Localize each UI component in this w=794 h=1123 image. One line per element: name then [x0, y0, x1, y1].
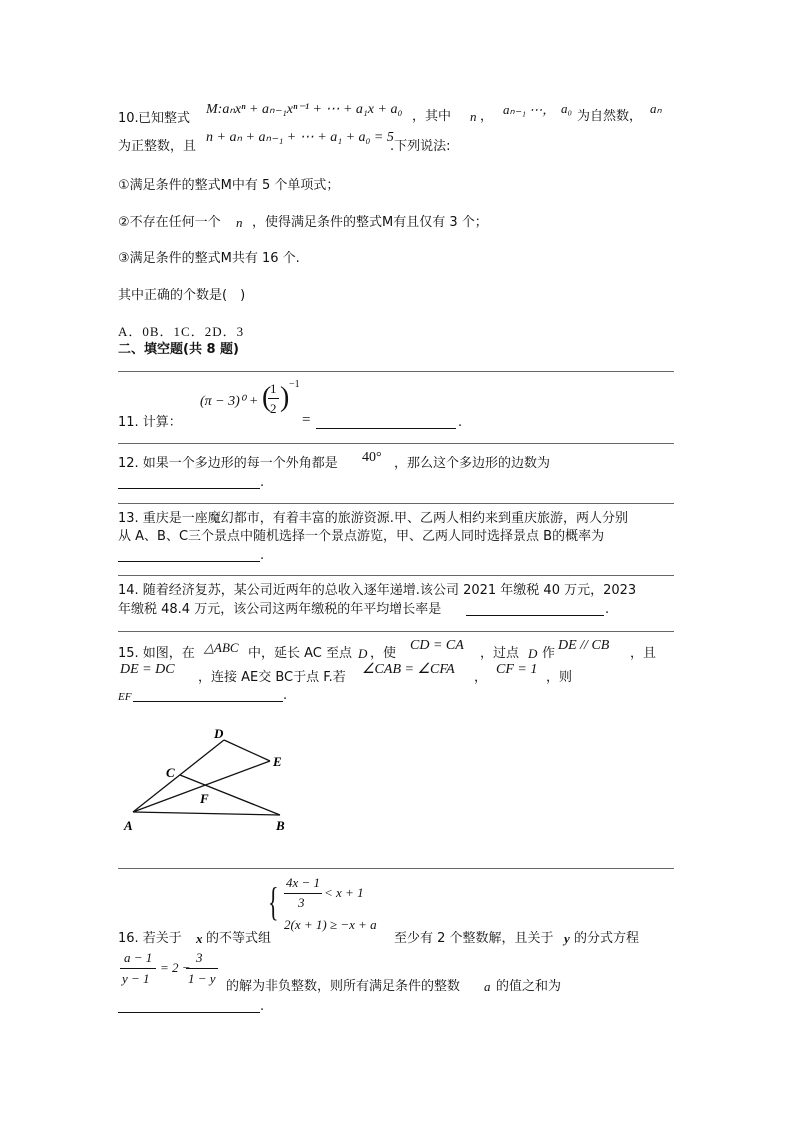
q12-text2: ，那么这个多边形的边数为 — [394, 456, 551, 471]
q15-d2: D — [528, 646, 538, 661]
q16-eq-num2: 3 — [196, 950, 203, 965]
q16-sys2: 2(x + 1) ≥ −x + a — [284, 917, 377, 932]
q15-eq1: CD = CA — [410, 638, 464, 653]
q10-number: 10. — [118, 111, 139, 126]
label-a: A — [124, 818, 133, 833]
q10-n: n — [470, 109, 477, 124]
q11-label: 11. 计算： — [118, 415, 182, 430]
q15-a: 15. 如图，在 — [118, 646, 195, 661]
q14-answer-blank[interactable] — [466, 615, 604, 616]
q11-equals: = — [302, 412, 311, 428]
q15-e: 作 — [542, 646, 556, 661]
q13-end: . — [260, 548, 265, 563]
q16-post: 至少有 2 个整数解，且关于 — [394, 931, 554, 946]
q10-natural: 为自然数， — [577, 109, 643, 124]
q10-an: aₙ — [650, 101, 662, 116]
q10-statement-2n: n — [236, 215, 243, 230]
q13-line1: 13. 重庆是一座魔幻都市，有着丰富的旅游资源.甲、乙两人相约来到重庆旅游，两人分别 — [118, 511, 628, 526]
q10-statement-2a: ②不存在任何一个 — [118, 215, 221, 230]
q12-answer-blank[interactable] — [118, 488, 260, 489]
q14-line2: 年缴税 48.4 万元，该公司这两年缴税的年平均增长率是 — [118, 602, 442, 617]
q10-statement-1: ①满足条件的整式M中有 5 个单项式； — [118, 178, 340, 193]
q15-d: D — [358, 646, 368, 661]
q13-line2: 从 A、B、C三个景点中随机选择一个景点游览，甲、乙两人同时选择景点 B的概率为 — [118, 529, 605, 544]
q11-answer-blank[interactable] — [316, 428, 456, 429]
q14-line1: 14. 随着经济复苏，某公司近两年的总收入逐年递增.该公司 2021 年缴税 40 万元，2023 — [118, 583, 637, 598]
segment-cb — [180, 775, 280, 815]
q11-end: . — [458, 415, 463, 430]
q16-eq-bar2 — [186, 968, 218, 969]
q15-ef: EF — [118, 691, 132, 703]
q11-expr: (π − 3)⁰ + — [200, 394, 259, 409]
q10-comma: ， — [480, 109, 494, 124]
divider — [118, 868, 674, 869]
q10-question: 其中正确的个数是( ) — [118, 288, 246, 303]
q14-end: . — [605, 602, 610, 617]
section-heading: 二、填空题(共 8 题) — [118, 342, 239, 357]
q12-end: . — [260, 475, 265, 490]
q12-text: 12. 如果一个多边形的每一个外角都是 — [118, 456, 338, 471]
divider — [118, 443, 674, 444]
q15-end: . — [283, 688, 288, 703]
q15-triangle: △ABC — [204, 640, 239, 655]
q16-eq-den: y − 1 — [122, 971, 150, 986]
q10-positive: 为正整数，且 — [118, 139, 197, 154]
q15-cf: CF = 1 — [496, 662, 538, 677]
q16-sys1-num: 4x − 1 — [286, 875, 321, 890]
segment-ad — [133, 740, 224, 812]
q16-pre: 16. 若关于 — [118, 931, 182, 946]
q13-answer-blank[interactable] — [118, 561, 260, 562]
q16-a: a — [484, 979, 491, 994]
q15-eq2: DE = DC — [120, 662, 175, 677]
q16-eq-den2: 1 − y — [188, 971, 216, 986]
q11-paren-right: ) — [280, 382, 290, 413]
q12-angle: 40° — [362, 450, 382, 465]
q16-eq-bar — [120, 968, 156, 969]
divider — [118, 371, 674, 372]
label-f: F — [200, 791, 209, 806]
q10-seq: aₙ₋₁ ⋯， — [503, 102, 556, 117]
q10-options: A．0B．1C．2D．3 — [118, 324, 245, 339]
q15-angle: ∠CAB = ∠CFA — [362, 662, 455, 677]
q15-b: 中，延长 AC 至点 — [248, 646, 353, 661]
q11-frac-den: 2 — [270, 401, 277, 416]
label-e: E — [273, 754, 282, 769]
q11-exponent: −1 — [289, 379, 300, 390]
q16-x: x — [196, 931, 203, 946]
q15-i: ，则 — [546, 670, 573, 685]
q10-following: .下列说法: — [390, 139, 451, 154]
q16-brace: { — [268, 879, 279, 924]
segment-ab — [133, 812, 280, 815]
q16-y: y — [564, 931, 570, 946]
q16-eq-num: a − 1 — [124, 950, 153, 965]
q16-tail: 的解为非负整数，则所有满足条件的整数 — [226, 979, 461, 994]
q16-post2: 的分式方程 — [574, 931, 640, 946]
q16-tail2: 的值之和为 — [496, 979, 562, 994]
q16-eq-mid: = 2 − — [160, 960, 191, 975]
q15-f: ，且 — [630, 646, 657, 661]
q15-h: ， — [474, 670, 488, 685]
q15-g: ，连接 AE交 BC于点 F.若 — [198, 670, 346, 685]
q10-condition: n + aₙ + aₙ₋₁ + ⋯ + a₁ + a₀ = 5 — [206, 130, 394, 145]
q11-paren-left: ( — [262, 382, 272, 413]
q11-frac-num: 1 — [270, 381, 277, 396]
q10-statement-3: ③满足条件的整式M共有 16 个. — [118, 251, 300, 266]
q16-mid: 的不等式组 — [206, 931, 272, 946]
label-d: D — [214, 726, 224, 741]
q11-frac-bar — [268, 398, 279, 399]
q10-statement-2b: ，使得满足条件的整式M有且仅有 3 个； — [252, 215, 488, 230]
q16-end: . — [260, 999, 265, 1014]
q15-c: ，使 — [370, 646, 397, 661]
divider — [118, 503, 674, 504]
segment-de — [224, 740, 270, 761]
q15-d-text: ，过点 — [480, 646, 520, 661]
q10-prefix: 已知整式 — [138, 111, 191, 126]
q10-mid: ，其中 — [412, 109, 452, 124]
q10-a0: a₀ — [561, 101, 573, 116]
label-c: C — [166, 765, 175, 780]
q16-sys1-rhs: < x + 1 — [324, 885, 364, 900]
q15-answer-blank[interactable] — [133, 701, 283, 702]
q16-answer-blank[interactable] — [118, 1012, 260, 1013]
q15-figure — [118, 720, 308, 840]
q10-polynomial: M:aₙxⁿ + aₙ₋₁xⁿ⁻¹ + ⋯ + a₁x + a₀ — [206, 102, 403, 117]
q16-sys1-den: 3 — [298, 895, 305, 910]
divider — [118, 575, 674, 576]
q15-parallel: DE // CB — [558, 638, 610, 653]
divider — [118, 631, 674, 632]
label-b: B — [276, 818, 285, 833]
